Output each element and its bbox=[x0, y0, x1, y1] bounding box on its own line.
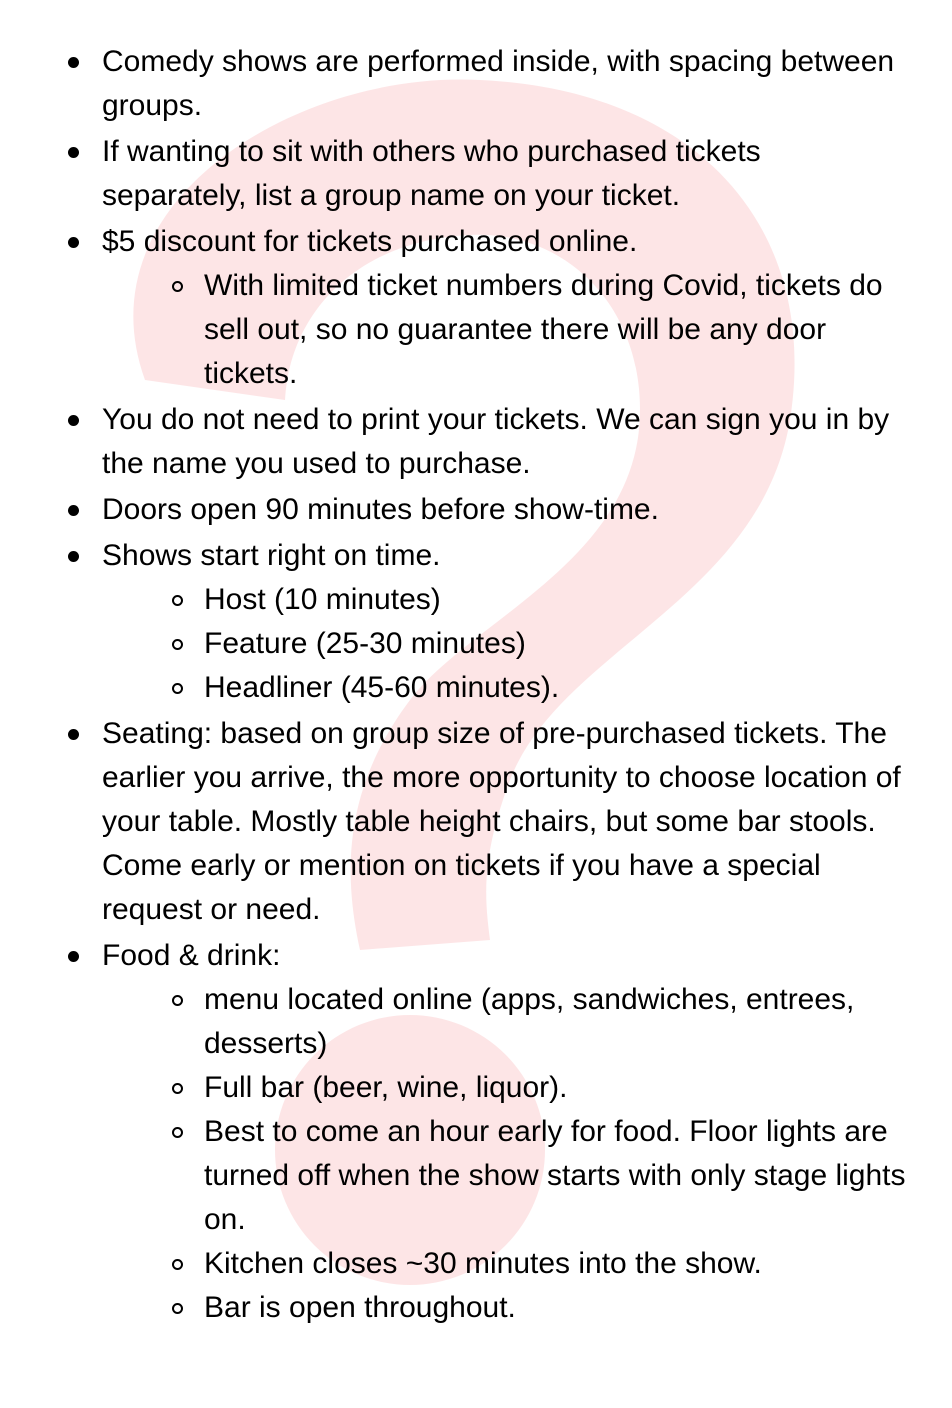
list-item-text: Shows start right on time. bbox=[102, 539, 441, 572]
circle-bullet-icon bbox=[172, 683, 183, 694]
sub-list-item bbox=[30, 978, 912, 1066]
list-item-text: You do not need to print your tickets. We can sign you in by the name you used to purchase. bbox=[102, 403, 890, 480]
list-item-text: $5 discount for tickets purchased online. bbox=[102, 225, 638, 258]
list-item bbox=[0, 488, 952, 532]
sub-list-item-text: Best to come an hour early for food. Floor lights are turned off when the show starts with only stage lights on. bbox=[204, 1115, 906, 1236]
bullet-icon bbox=[68, 147, 79, 158]
bullet-icon bbox=[68, 57, 79, 68]
circle-bullet-icon bbox=[172, 1259, 183, 1270]
list-item bbox=[0, 712, 952, 932]
list-item bbox=[0, 534, 952, 710]
sub-list-item bbox=[30, 578, 912, 622]
sub-list bbox=[30, 264, 912, 396]
circle-bullet-icon bbox=[172, 595, 183, 606]
list-item bbox=[0, 220, 952, 396]
list-item bbox=[0, 398, 952, 486]
sub-list-item bbox=[30, 264, 912, 396]
sub-list-item-text: With limited ticket numbers during Covid, tickets do sell out, so no guarantee there will be any door tickets. bbox=[204, 269, 883, 390]
sub-list-item-text: Headliner (45-60 minutes). bbox=[204, 671, 560, 704]
sub-list-item-text: Kitchen closes ~30 minutes into the show. bbox=[204, 1247, 762, 1280]
bullet-icon bbox=[68, 237, 79, 248]
sub-list-item-text: Full bar (beer, wine, liquor). bbox=[204, 1071, 568, 1104]
list-item-text: Seating: based on group size of pre-purchased tickets. The earlier you arrive, the more opportunity to choose location of your table. Mostly table height chairs, but some bar stools. Come early or mention on tickets if you have a special request or need. bbox=[102, 717, 901, 926]
circle-bullet-icon bbox=[172, 281, 183, 292]
document-body bbox=[0, 40, 952, 1332]
sub-list bbox=[30, 578, 912, 710]
sub-list-item-text: Feature (25-30 minutes) bbox=[204, 627, 526, 660]
sub-list-item bbox=[30, 1066, 912, 1110]
circle-bullet-icon bbox=[172, 1083, 183, 1094]
list-item-text: Doors open 90 minutes before show-time. bbox=[102, 493, 659, 526]
bullet-icon bbox=[68, 951, 79, 962]
list-item bbox=[0, 934, 952, 1330]
sub-list-item bbox=[30, 666, 912, 710]
bullet-icon bbox=[68, 415, 79, 426]
list-item bbox=[0, 130, 952, 218]
sub-list bbox=[30, 978, 912, 1330]
list-item-text: Comedy shows are performed inside, with spacing between groups. bbox=[102, 45, 895, 122]
circle-bullet-icon bbox=[172, 995, 183, 1006]
sub-list-item-text: Bar is open throughout. bbox=[204, 1291, 516, 1324]
list-item bbox=[0, 40, 952, 128]
sub-list-item bbox=[30, 1110, 912, 1242]
sub-list-item bbox=[30, 622, 912, 666]
circle-bullet-icon bbox=[172, 639, 183, 650]
bullet-list bbox=[0, 40, 952, 1330]
sub-list-item bbox=[30, 1286, 912, 1330]
bullet-icon bbox=[68, 505, 79, 516]
bullet-icon bbox=[68, 551, 79, 562]
circle-bullet-icon bbox=[172, 1127, 183, 1138]
sub-list-item bbox=[30, 1242, 912, 1286]
list-item-text: If wanting to sit with others who purchased tickets separately, list a group name on your ticket. bbox=[102, 135, 761, 212]
circle-bullet-icon bbox=[172, 1303, 183, 1314]
bullet-icon bbox=[68, 729, 79, 740]
sub-list-item-text: menu located online (apps, sandwiches, entrees, desserts) bbox=[204, 983, 855, 1060]
list-item-text: Food & drink: bbox=[102, 939, 281, 972]
sub-list-item-text: Host (10 minutes) bbox=[204, 583, 441, 616]
